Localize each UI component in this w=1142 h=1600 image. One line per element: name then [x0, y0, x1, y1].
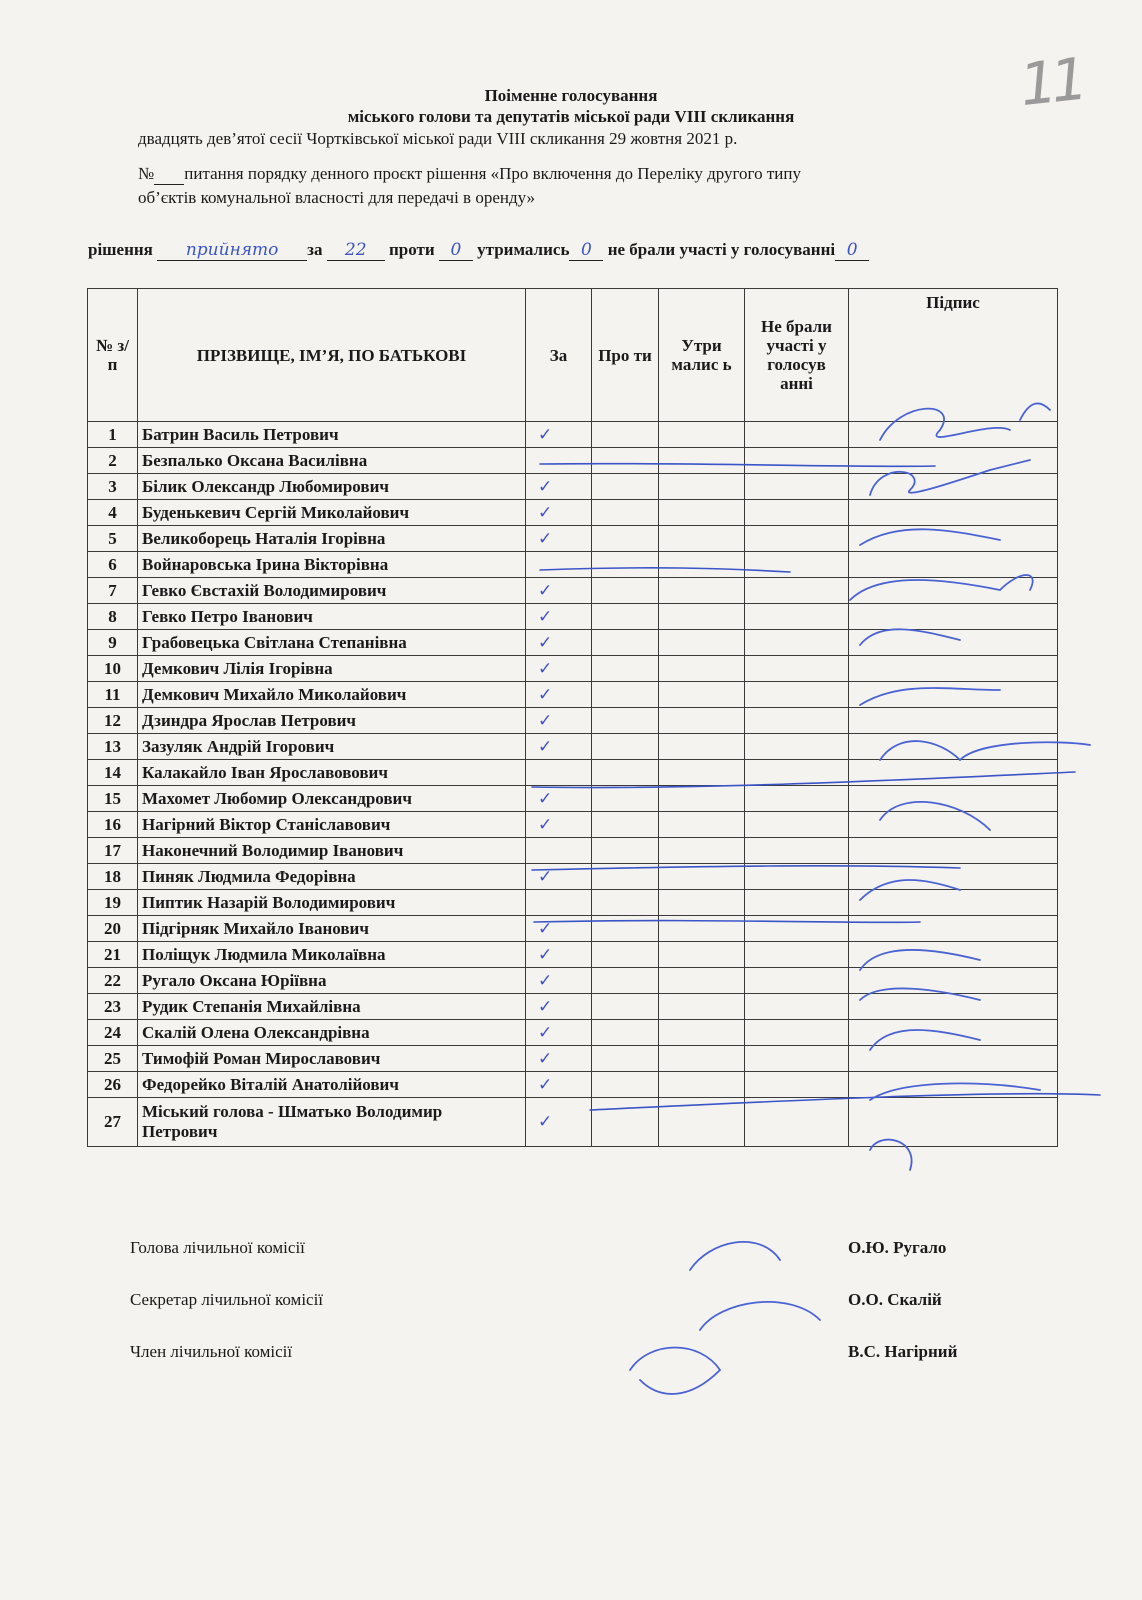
table-row: [88, 604, 1058, 630]
row-vote-for: ✓: [526, 500, 592, 526]
row-vote-not-voted: [745, 838, 849, 864]
row-number: 7: [88, 578, 138, 604]
member-name: В.С. Нагірний: [848, 1342, 958, 1361]
row-vote-against: [592, 968, 659, 994]
row-vote-not-voted: [745, 812, 849, 838]
row-number: 23: [88, 994, 138, 1020]
secretary-name: О.О. Скалій: [848, 1290, 942, 1309]
header-signature: Підпис: [849, 289, 1058, 422]
row-vote-not-voted: [745, 682, 849, 708]
row-name: Демкович Лілія Ігорівна: [138, 656, 526, 682]
row-vote-not-voted: [745, 1046, 849, 1072]
row-vote-for: ✓: [526, 1098, 592, 1147]
row-vote-for: [526, 760, 592, 786]
row-vote-not-voted: [745, 916, 849, 942]
row-name: Грабовецька Світлана Степанівна: [138, 630, 526, 656]
chair-name: О.Ю. Ругало: [848, 1238, 947, 1257]
row-signature: [849, 630, 1058, 656]
row-signature: [849, 1072, 1058, 1098]
row-name: Нагірний Віктор Станіславович: [138, 812, 526, 838]
row-vote-abstained: [659, 1020, 745, 1046]
row-vote-against: [592, 552, 659, 578]
vote-table: [87, 288, 1058, 1147]
row-signature: [849, 864, 1058, 890]
row-vote-abstained: [659, 682, 745, 708]
row-name: Рудик Степанія Михайлівна: [138, 994, 526, 1020]
row-name: Підгірняк Михайло Іванович: [138, 916, 526, 942]
row-vote-not-voted: [745, 656, 849, 682]
commission-signature-3: [630, 1348, 720, 1394]
row-vote-not-voted: [745, 578, 849, 604]
row-vote-abstained: [659, 864, 745, 890]
row-signature: [849, 786, 1058, 812]
row-vote-for: ✓: [526, 1072, 592, 1098]
row-vote-against: [592, 578, 659, 604]
row-number: 6: [88, 552, 138, 578]
page-number: 11: [1016, 44, 1086, 120]
row-vote-for: ✓: [526, 942, 592, 968]
row-name: Калакайло Іван Ярославовович: [138, 760, 526, 786]
table-row: [88, 916, 1058, 942]
row-vote-for: ✓: [526, 578, 592, 604]
row-vote-abstained: [659, 786, 745, 812]
row-vote-not-voted: [745, 968, 849, 994]
table-row: [88, 890, 1058, 916]
row-signature: [849, 474, 1058, 500]
row-vote-abstained: [659, 838, 745, 864]
row-name: Поліщук Людмила Миколаївна: [138, 942, 526, 968]
row-vote-for: [526, 448, 592, 474]
row-vote-abstained: [659, 708, 745, 734]
row-signature: [849, 760, 1058, 786]
not-voted-label: не брали участі у голосуванні: [607, 240, 836, 259]
row-vote-against: [592, 838, 659, 864]
row-vote-for: ✓: [526, 916, 592, 942]
row-vote-not-voted: [745, 1072, 849, 1098]
table-row: [88, 1098, 1058, 1147]
row-vote-abstained: [659, 760, 745, 786]
row-vote-abstained: [659, 994, 745, 1020]
row-number: 19: [88, 890, 138, 916]
table-row: [88, 864, 1058, 890]
row-name: Пиптик Назарій Володимирович: [138, 890, 526, 916]
row-name: Безпалько Оксана Василівна: [138, 448, 526, 474]
commission-signature-1: [690, 1242, 780, 1270]
row-vote-abstained: [659, 734, 745, 760]
row-vote-against: [592, 1072, 659, 1098]
row-vote-abstained: [659, 656, 745, 682]
row-signature: [849, 968, 1058, 994]
row-vote-for: ✓: [526, 812, 592, 838]
row-number: 21: [88, 942, 138, 968]
row-signature: [849, 526, 1058, 552]
row-number: 4: [88, 500, 138, 526]
row-name: Наконечний Володимир Іванович: [138, 838, 526, 864]
row-vote-not-voted: [745, 890, 849, 916]
commission-signature-2: [700, 1302, 820, 1330]
row-number: 25: [88, 1046, 138, 1072]
row-vote-not-voted: [745, 526, 849, 552]
row-vote-abstained: [659, 578, 745, 604]
row-name: Білик Олександр Любомирович: [138, 474, 526, 500]
row-vote-not-voted: [745, 630, 849, 656]
header-name: ПРІЗВИЩЕ, ІМ’Я, ПО БАТЬКОВІ: [138, 289, 526, 422]
row-signature: [849, 578, 1058, 604]
row-vote-for: [526, 838, 592, 864]
row-vote-abstained: [659, 526, 745, 552]
row-vote-not-voted: [745, 552, 849, 578]
row-signature: [849, 422, 1058, 448]
question-line-1: [138, 164, 801, 185]
question-prefix: №: [138, 164, 155, 183]
row-name: Дзиндра Ярослав Петрович: [138, 708, 526, 734]
table-row: [88, 1020, 1058, 1046]
table-row: [88, 968, 1058, 994]
row-name: Пиняк Людмила Федорівна: [138, 864, 526, 890]
row-signature: [849, 708, 1058, 734]
row-vote-for: ✓: [526, 526, 592, 552]
secretary-label: Секретар лічильної комісії: [130, 1290, 324, 1309]
row-vote-against: [592, 474, 659, 500]
row-vote-not-voted: [745, 708, 849, 734]
row-vote-for: [526, 890, 592, 916]
row-number: 18: [88, 864, 138, 890]
row-vote-abstained: [659, 474, 745, 500]
row-number: 26: [88, 1072, 138, 1098]
row-vote-for: ✓: [526, 864, 592, 890]
row-vote-abstained: [659, 916, 745, 942]
row-vote-abstained: [659, 552, 745, 578]
row-number: 22: [88, 968, 138, 994]
table-row: [88, 708, 1058, 734]
row-name: Гевко Петро Іванович: [138, 604, 526, 630]
row-vote-not-voted: [745, 1098, 849, 1147]
row-name: Ругало Оксана Юріївна: [138, 968, 526, 994]
against-label: проти: [388, 240, 435, 259]
row-vote-not-voted: [745, 448, 849, 474]
header-abstained: Утри малис ь: [659, 289, 745, 422]
row-vote-against: [592, 422, 659, 448]
row-number: 12: [88, 708, 138, 734]
row-vote-for: ✓: [526, 708, 592, 734]
row-vote-against: [592, 500, 659, 526]
row-vote-against: [592, 916, 659, 942]
row-number: 15: [88, 786, 138, 812]
row-vote-against: [592, 448, 659, 474]
row-number: 11: [88, 682, 138, 708]
table-row: [88, 760, 1058, 786]
row-vote-for: ✓: [526, 630, 592, 656]
row-vote-against: [592, 864, 659, 890]
doc-title: Поіменне голосування: [484, 86, 658, 105]
row-vote-against: [592, 708, 659, 734]
row-number: 5: [88, 526, 138, 552]
row-vote-not-voted: [745, 734, 849, 760]
member-label: Член лічильної комісії: [130, 1342, 293, 1361]
row-vote-not-voted: [745, 942, 849, 968]
row-vote-abstained: [659, 500, 745, 526]
row-vote-not-voted: [745, 474, 849, 500]
row-vote-not-voted: [745, 1020, 849, 1046]
header-num: № з/п: [88, 289, 138, 422]
decision-label: рішення: [88, 240, 153, 259]
table-row: [88, 474, 1058, 500]
row-vote-not-voted: [745, 994, 849, 1020]
row-signature: [849, 500, 1058, 526]
abstained-value: 0: [569, 240, 603, 261]
row-number: 3: [88, 474, 138, 500]
table-row: [88, 994, 1058, 1020]
row-number: 1: [88, 422, 138, 448]
table-row: [88, 552, 1058, 578]
row-signature: [849, 682, 1058, 708]
table-row: [88, 578, 1058, 604]
table-row: [88, 734, 1058, 760]
row-vote-for: ✓: [526, 994, 592, 1020]
row-number: 9: [88, 630, 138, 656]
for-value: 22: [327, 240, 385, 261]
table-row: [88, 942, 1058, 968]
row-number: 8: [88, 604, 138, 630]
row-name: Тимофій Роман Мирославович: [138, 1046, 526, 1072]
row-number: 24: [88, 1020, 138, 1046]
row-vote-for: [526, 552, 592, 578]
header-for: За: [526, 289, 592, 422]
table-row: [88, 838, 1058, 864]
row-name: Великоборець Наталія Ігорівна: [138, 526, 526, 552]
not-voted-value: 0: [835, 240, 869, 261]
row-vote-abstained: [659, 422, 745, 448]
row-vote-abstained: [659, 890, 745, 916]
question-text-1: питання порядку денного проєкт рішення «Про включення до Переліку другого типу: [184, 164, 801, 183]
for-label: за: [307, 240, 323, 259]
session-line: двадцять дев’ятої сесії Чортківської міської ради VIII скликання 29 жовтня 2021 р.: [138, 129, 738, 148]
row-signature: [849, 552, 1058, 578]
row-name: Буденькевич Сергій Миколайович: [138, 500, 526, 526]
row-vote-for: ✓: [526, 786, 592, 812]
row-vote-for: ✓: [526, 604, 592, 630]
row-signature: [849, 1020, 1058, 1046]
row-name: Гевко Євстахій Володимирович: [138, 578, 526, 604]
row-signature: [849, 1098, 1058, 1147]
row-name: Скалій Олена Олександрівна: [138, 1020, 526, 1046]
row-vote-for: ✓: [526, 1020, 592, 1046]
row-number: 27: [88, 1098, 138, 1147]
row-number: 17: [88, 838, 138, 864]
row-vote-against: [592, 656, 659, 682]
row-vote-abstained: [659, 1072, 745, 1098]
row-signature: [849, 890, 1058, 916]
question-number-blank: [154, 164, 184, 185]
row-signature: [849, 656, 1058, 682]
table-row: [88, 786, 1058, 812]
row-vote-for: ✓: [526, 474, 592, 500]
row-vote-not-voted: [745, 786, 849, 812]
row-number: 16: [88, 812, 138, 838]
row-vote-not-voted: [745, 864, 849, 890]
row-vote-not-voted: [745, 604, 849, 630]
decision-value: прийнято: [157, 240, 307, 261]
row-vote-not-voted: [745, 422, 849, 448]
row-vote-against: [592, 604, 659, 630]
row-vote-abstained: [659, 630, 745, 656]
row-number: 13: [88, 734, 138, 760]
row-vote-against: [592, 734, 659, 760]
row-vote-for: ✓: [526, 1046, 592, 1072]
row-name: Міський голова - Шматько Володимир Петрович: [138, 1098, 526, 1147]
row-vote-against: [592, 812, 659, 838]
row-vote-against: [592, 890, 659, 916]
row-vote-for: ✓: [526, 968, 592, 994]
row-vote-against: [592, 526, 659, 552]
header-not-voted: Не брали участі у голосув анні: [745, 289, 849, 422]
table-row: [88, 500, 1058, 526]
row-signature: [849, 1046, 1058, 1072]
row-vote-against: [592, 942, 659, 968]
row-name: Демкович Михайло Миколайович: [138, 682, 526, 708]
row-vote-against: [592, 630, 659, 656]
abstained-label: утримались: [477, 240, 570, 259]
row-signature: [849, 812, 1058, 838]
row-vote-against: [592, 994, 659, 1020]
row-name: Махомет Любомир Олександрович: [138, 786, 526, 812]
row-vote-for: ✓: [526, 656, 592, 682]
table-row: [88, 630, 1058, 656]
row-vote-not-voted: [745, 500, 849, 526]
row-vote-for: ✓: [526, 682, 592, 708]
row-vote-against: [592, 786, 659, 812]
row-vote-abstained: [659, 942, 745, 968]
row-signature: [849, 604, 1058, 630]
row-vote-for: ✓: [526, 422, 592, 448]
row-vote-abstained: [659, 1046, 745, 1072]
row-vote-against: [592, 1098, 659, 1147]
table-row: [88, 1072, 1058, 1098]
row-vote-against: [592, 1046, 659, 1072]
table-row: [88, 422, 1058, 448]
row-number: 14: [88, 760, 138, 786]
row-signature: [849, 994, 1058, 1020]
row-vote-against: [592, 1020, 659, 1046]
row-name: Федорейко Віталій Анатолійович: [138, 1072, 526, 1098]
header-against: Про ти: [592, 289, 659, 422]
row-vote-abstained: [659, 448, 745, 474]
table-row: [88, 812, 1058, 838]
row-vote-against: [592, 682, 659, 708]
question-line-2: об’єктів комунальної власності для передачі в оренду»: [138, 188, 536, 207]
table-header-row: [88, 289, 1058, 422]
doc-subtitle: міського голови та депутатів міської ради VIII скликання: [347, 107, 795, 126]
table-row: [88, 682, 1058, 708]
table-row: [88, 656, 1058, 682]
row-vote-abstained: [659, 968, 745, 994]
against-value: 0: [439, 240, 473, 261]
row-signature: [849, 448, 1058, 474]
row-name: Зазуляк Андрій Ігорович: [138, 734, 526, 760]
row-vote-abstained: [659, 1098, 745, 1147]
row-signature: [849, 942, 1058, 968]
row-signature: [849, 838, 1058, 864]
row-vote-abstained: [659, 812, 745, 838]
table-row: [88, 1046, 1058, 1072]
result-line: [88, 240, 869, 261]
row-vote-abstained: [659, 604, 745, 630]
row-name: Батрин Василь Петрович: [138, 422, 526, 448]
row-signature: [849, 734, 1058, 760]
table-row: [88, 448, 1058, 474]
row-name: Войнаровська Ірина Вікторівна: [138, 552, 526, 578]
row-number: 2: [88, 448, 138, 474]
row-vote-not-voted: [745, 760, 849, 786]
row-vote-against: [592, 760, 659, 786]
row-signature: [849, 916, 1058, 942]
row-number: 10: [88, 656, 138, 682]
row-number: 20: [88, 916, 138, 942]
table-row: [88, 526, 1058, 552]
chair-label: Голова лічильної комісії: [130, 1238, 305, 1257]
row-vote-for: ✓: [526, 734, 592, 760]
